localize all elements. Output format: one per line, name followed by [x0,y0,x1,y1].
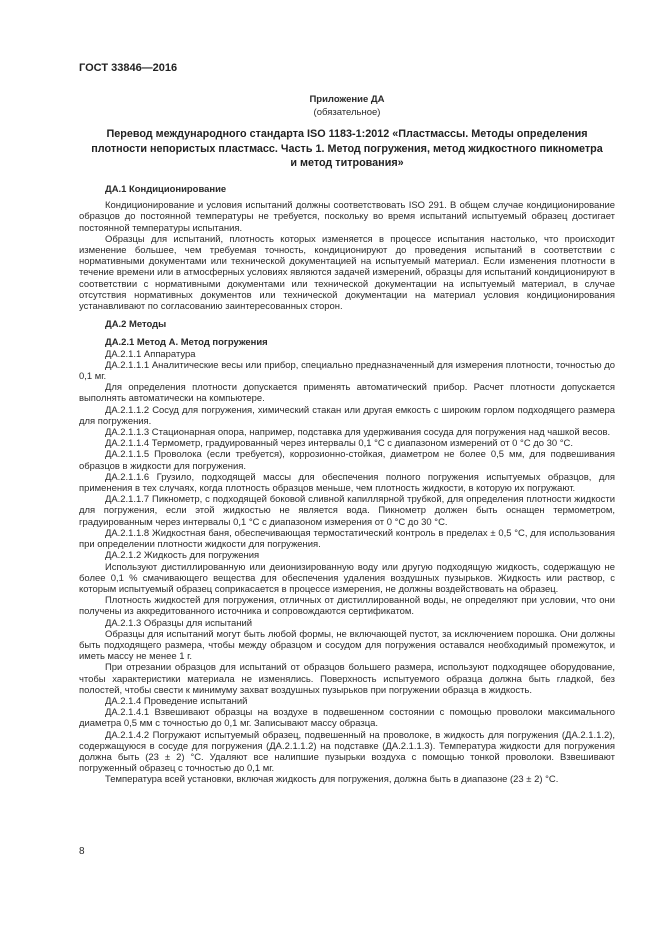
document-body [79,183,615,786]
paragraph: Кондиционирование и условия испытаний должны соответствовать ISO 291. В общем случае кондиционирование образцов до постоянной температуры не требуется, поскольку во время испытаний испытуемый образец достигает постоянной температуры испытания. [79,200,615,234]
appendix-title: Приложение ДА [309,94,385,105]
title-line: плотности непористых пластмасс. Часть 1. Метод погружения, метод жидкостного пикнометра [91,142,603,155]
document-title [79,127,615,171]
paragraph: Образцы для испытаний, плотность которых изменяется в процессе испытания настолько, что происходит изменение большее, чем требуемая точность, кондиционируют до проведения испытаний в соответствии с нормативными документами или технической документацией на испытуемый материал. Если изменения плотности в течение времени или в атмосферных условиях являются задачей измерений, образцы для испытаний кондиционируют в соответствии с нормативными документами или технической документации на испытуемый материал, в случае отсутствия нормативных документов или технической документации на материал условия кондиционирования устанавливают по согласованию заинтересованных сторон. [79,233,615,313]
section-heading: ДА.1 Кондиционирование [105,184,227,195]
title-line: и метод титрования» [290,157,404,169]
clause-heading: ДА.2.1.3 Образцы для испытаний [105,617,253,629]
appendix-heading [79,94,615,119]
paragraph: При отрезании образцов для испытаний от образцов большего размера, используют подходящее оборудование, чтобы характеристики материала не изменялись. Поверхность испытуемого образца должна быть гладкой, без полостей, чтобы свести к минимуму захват воздушных пузырьков при погружении образца в жидкость. [79,662,615,696]
paragraph: ДА.2.1.1.6 Грузило, подходящей массы для обеспечения полного погружения испытуемых образцов, для применения в тех случаях, когда плотность образцов меньше, чем плотность жидкости, в которую их погружают. [79,471,615,495]
paragraph: ДА.2.1.1.3 Стационарная опора, например, подставка для удерживания сосуда для погружения над чашкой весов. [105,427,611,439]
paragraph: Температура всей установки, включая жидкость для погружения, должна быть в диапазоне (23 ± 2) °С. [105,774,559,786]
paragraph: ДА.2.1.1.1 Аналитические весы или прибор, специально предназначенный для измерения плотности, точностью до 0,1 мг. [79,359,615,383]
title-line: Перевод международного стандарта ISO 1183-1:2012 «Пластмассы. Методы определения [106,128,588,140]
clause-heading: ДА.2.1.4 Проведение испытаний [105,695,248,707]
document-header: ГОСТ 33846—2016 [79,62,178,74]
paragraph: Используют дистиллированную или деионизированную воду или другую подходящую жидкость, содержащую не более 0,1 % смачивающего вещества для обеспечения удаления воздушных пузырьков. Жидкость или раствор, с которым испытуемый образец соприкасается в процессе измерения, не должны воздействовать на образец. [79,561,615,595]
clause-heading: ДА.2.1.2 Жидкость для погружения [105,550,260,562]
paragraph: ДА.2.1.1.2 Сосуд для погружения, химический стакан или другая емкость с широким горлом подходящего размера для погружения. [79,404,615,427]
paragraph: Плотность жидкостей для погружения, отличных от дистиллированной воды, не определяют при условии, что они получены из аккредитованного источника и сопровождаются сертификатом. [79,595,615,618]
paragraph: ДА.2.1.4.1 Взвешивают образцы на воздухе в подвешенном состоянии с помощью проволоки максимального диаметра 0,5 мм с точностью до 0,1 мг. Записывают массу образца. [79,707,615,730]
paragraph: ДА.2.1.1.5 Проволока (если требуется), коррозионно-стойкая, диаметром не более 0,5 мм, для подвешивания образцов в жидкости для погружения. [79,449,615,472]
paragraph: Для определения плотности допускается применять автоматический прибор. Расчет плотности допускается выполнять автоматически на компьютере. [79,382,615,405]
paragraph: ДА.2.1.1.8 Жидкостная баня, обеспечивающая термостатический контроль в пределах ± 0,5 °С, для использования при определении плотности жидкости для погружения. [79,527,615,551]
paragraph: Образцы для испытаний могут быть любой формы, не включающей пустот, за исключением порошка. Они должны быть подходящего размера, чтобы между образцом и сосудом для погружения оставался необходимый промежуток, и иметь массу не менее 1 г. [79,628,615,663]
section-heading: ДА.2 Методы [105,319,167,331]
page-number: 8 [79,846,85,857]
clause-heading: ДА.2.1.1 Аппаратура [105,348,196,360]
appendix-status: (обязательное) [313,106,381,118]
subsection-heading: ДА.2.1 Метод А. Метод погружения [105,337,268,349]
paragraph: ДА.2.1.1.7 Пикнометр, с подходящей боковой сливной капиллярной трубкой, для определения плотности жидкости для погружения, если этой жидкостью не является вода. Пикнометр должен быть оснащен термометром, градуированным через интервалы 0,1 °С с диапазоном измерения от 0 °С до 30 °С. [79,494,615,528]
paragraph: ДА.2.1.1.4 Термометр, градуированный через интервалы 0,1 °С с диапазоном измерений от 0 °С до 30 °С. [105,438,573,450]
paragraph: ДА.2.1.4.2 Погружают испытуемый образец, подвешенный на проволоке, в жидкость для погружения (ДА.2.1.1.2), содержащуюся в сосуде для погружения (ДА.2.1.1.2) на подставке (ДА.2.1.1.3). Температура жидкости для погружения должна быть (23 ± 2) °С. Удаляют все налипшие пузырьки воздуха с помощью тонкой проволоки. Взвешивают погруженный образец с точностью до 0,1 мг. [79,729,615,775]
